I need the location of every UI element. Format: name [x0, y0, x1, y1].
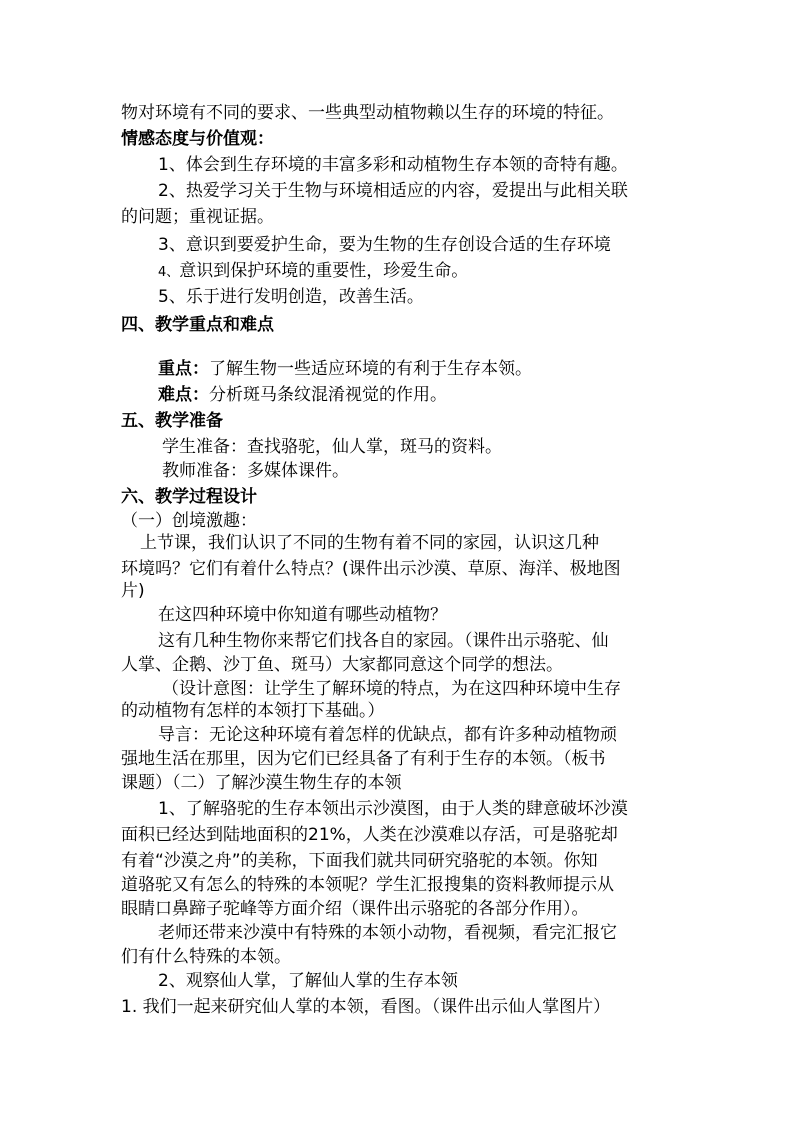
text-line: 强地生活在那里，因为它们已经具备了有利于生存的本领。（板书 [121, 749, 606, 769]
text-line: 物对环境有不同的要求、一些典型动植物赖以生存的环境的特征。 [121, 103, 614, 123]
heading-attitudes-values: 情感态度与价值观： [121, 129, 274, 149]
text-line: 面积已经达到陆地面积的21%，人类在沙漠难以存活，可是骆驼却 [121, 825, 618, 845]
key-point-line [0, 356, 794, 382]
key-point-label: 重点： [158, 359, 209, 379]
key-point-text: 了解生物一些适应环境的有利于生存本领。 [209, 359, 532, 379]
text-line: 在这四种环境中你知道有哪些动植物？ [158, 605, 447, 625]
text-line: 上节课，我们认识了不同的生物有着不同的家园，认识这几种 [140, 533, 599, 553]
text-line: 环境吗？它们有着什么特点？(课件出示沙漠、草原、海洋、极地图 [121, 559, 621, 579]
section-heading-4: 四、教学重点和难点 [121, 315, 274, 335]
list-number: 4、 [158, 265, 180, 280]
text-line: 这有几种生物你来帮它们找各自的家园。（课件出示骆驼、仙 [158, 631, 609, 651]
section-heading-5: 五、教学准备 [121, 411, 223, 431]
list-item: 1、体会到生存环境的丰富多彩和动植物生存本领的奇特有趣。 [158, 155, 628, 175]
list-item [0, 258, 794, 286]
text-line: 片) [121, 581, 145, 601]
list-item: 3、意识到要爱护生命，要为生物的生存创设合适的生存环境 [158, 235, 611, 255]
list-item: 2、热爱学习关于生物与环境相适应的内容，爱提出与此相关联 [158, 181, 628, 201]
text-line: 1. 我们一起来研究仙人掌的本领，看图。（课件出示仙人掌图片） [121, 997, 611, 1017]
difficult-point-label: 难点： [158, 385, 209, 405]
text-line: 们有什么特殊的本领。 [121, 947, 291, 967]
subsection-heading: （一）创境激趣： [121, 511, 257, 531]
section-heading-6: 六、教学过程设计 [121, 487, 257, 507]
list-item: 5、乐于进行发明创造，改善生活。 [158, 287, 424, 307]
difficult-point-text: 分析斑马条纹混淆视觉的作用。 [209, 385, 447, 405]
text-line: 1、了解骆驼的生存本领出示沙漠图，由于人类的肆意破坏沙漠 [158, 799, 628, 819]
text-line: 老师还带来沙漠中有特殊的本领小动物，看视频，看完汇报它 [158, 923, 617, 943]
text-line: 2、观察仙人掌，了解仙人掌的生存本领 [158, 971, 458, 991]
text-line: 教师准备：多媒体课件。 [162, 461, 349, 481]
text-line: （设计意图：让学生了解环境的特点，为在这四种环境中生存 [162, 679, 621, 699]
text-line: 导言：无论这种环境有着怎样的优缺点，都有许多种动植物顽 [158, 725, 617, 745]
list-text: 意识到保护环境的重要性，珍爱生命。 [179, 261, 469, 281]
text-line: 人掌、企鹅、沙丁鱼、斑马）大家都同意这个同学的想法。 [121, 655, 563, 675]
text-line: 学生准备：查找骆驼，仙人掌，斑马的资料。 [162, 437, 502, 457]
text-line: 的问题；重视证据。 [121, 207, 274, 227]
text-line: 的动植物有怎样的本领打下基础。） [121, 701, 385, 721]
text-line: 道骆驼又有怎么的特殊的本领呢？学生汇报搜集的资料教师提示从 [121, 875, 614, 895]
text-line: 有着“沙漠之舟”的美称，下面我们就共同研究骆驼的本领。你知 [121, 851, 598, 871]
text-line: 课题）（二）了解沙漠生物生存的本领 [121, 773, 402, 793]
difficult-point-line [0, 382, 794, 408]
text-line: 眼睛口鼻蹄子驼峰等方面介绍（课件出示骆驼的各部分作用）。 [121, 899, 589, 919]
